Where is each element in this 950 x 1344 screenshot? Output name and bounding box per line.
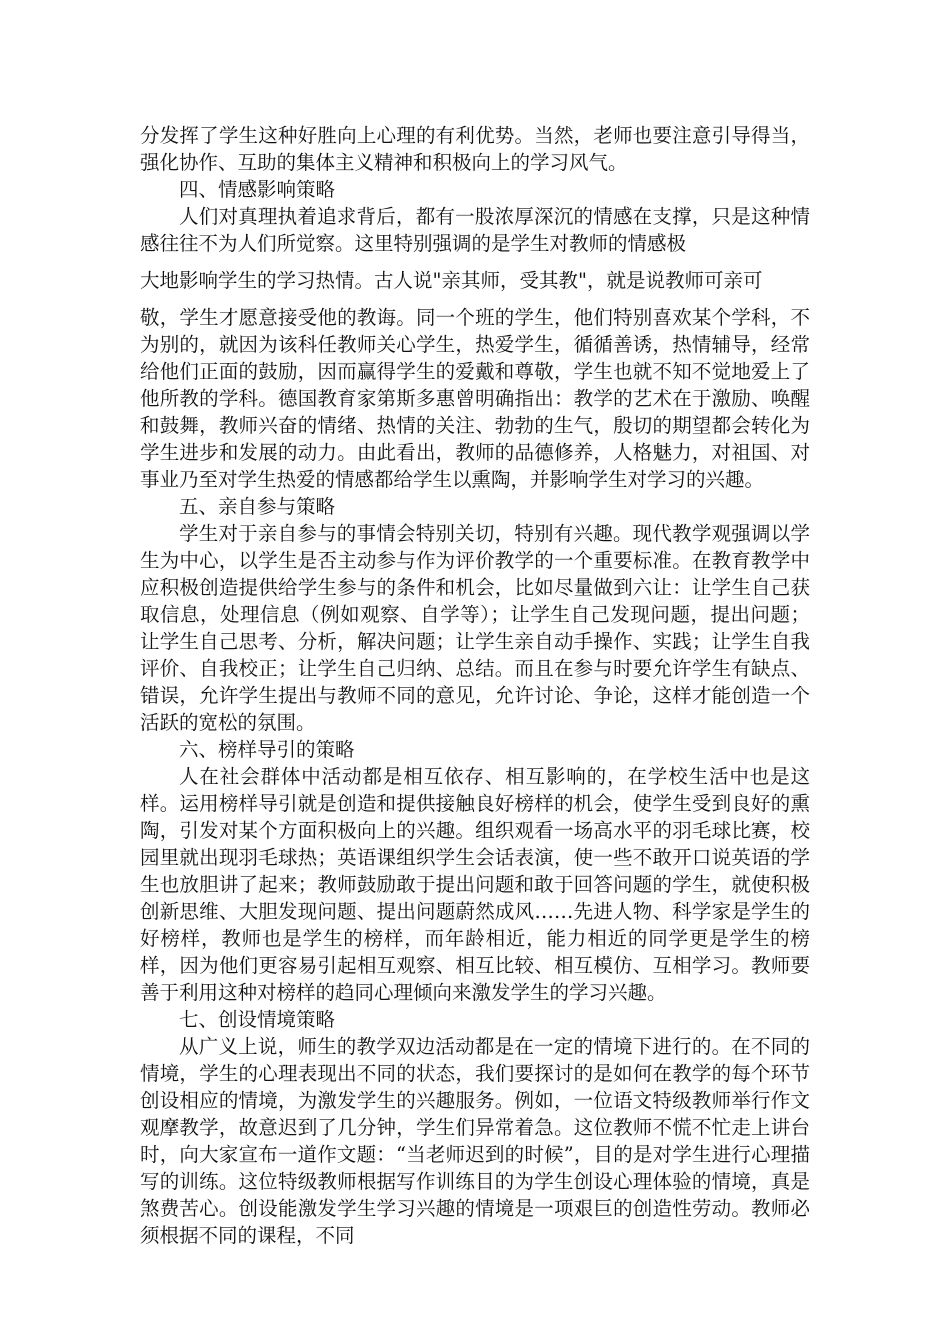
section-heading-emotion: 四、情感影响策略 [179,178,336,201]
paragraph-intro-continuation: 分发挥了学生这种好胜向上心理的有利优势。当然，老师也要注意引导得当，强化协作、互助的集体主义精神和积极向上的学习风气。 [140,124,810,174]
section-heading-situation: 七、创设情境策略 [179,1008,336,1031]
document-page [140,122,810,1249]
paragraph-situation: 从广义上说，师生的教学双边活动都是在一定的情境下进行的。在不同的情境，学生的心理表现出不同的状态，我们要探讨的是如何在教学的每个环节创设相应的情境，为激发学生的兴趣服务。例如，一位语文特级教师举行作文观摩教学，故意迟到了几分钟，学生们异常着急。这位教师不慌不忙走上讲台时，向大家宣布一道作文题：“当老师迟到的时候”，目的是对学生进行心理描写的训练。这位特级教师根据写作训练目的为学生创设心理体验的情境，真是煞费苦心。创设能激发学生学习兴趣的情境是一项艰巨的创造性劳动。教师必须根据不同的课程，不同 [140,1035,810,1247]
paragraph-emotion-part3: 敬，学生才愿意接受他的教诲。同一个班的学生，他们特别喜欢某个学科，不为别的，就因为该科任教师关心学生，热爱学生，循循善诱，热情辅导，经常给他们正面的鼓励，因而赢得学生的爱戴和尊敬，学生也就不知不觉地爱上了他所教的学科。德国教育家第斯多惠曾明确指出：教学的艺术在于激励、唤醒和鼓舞，教师兴奋的情绪、热情的关注、勃勃的生气，殷切的期望都会转化为学生进步和发展的动力。由此看出，教师的品德修养，人格魅力，对祖国、对事业乃至对学生热爱的情感都给学生以熏陶，并影响学生对学习的兴趣。 [140,306,810,491]
paragraph-emotion-part1: 人们对真理执着追求背后，都有一股浓厚深沉的情感在支撑，只是这种情感往往不为人们所觉察。这里特别强调的是学生对教师的情感极 [140,205,810,255]
paragraph-participation: 学生对于亲自参与的事情会特别关切，特别有兴趣。现代教学观强调以学生为中心，以学生是否主动参与作为评价教学的一个重要标准。在教育教学中应积极创造提供给学生参与的条件和机会，比如尽量做到六让：让学生自己获取信息，处理信息（例如观察、自学等）；让学生自己发现问题，提出问题；让学生自己思考、分析，解决问题；让学生亲自动手操作、实践；让学生自我评价、自我校正；让学生自己归纳、总结。而且在参与时要允许学生有缺点、错误，允许学生提出与教师不同的意见，允许讨论、争论，这样才能创造一个活跃的宽松的氛围。 [140,522,810,734]
paragraph-role-model: 人在社会群体中活动都是相互依存、相互影响的，在学校生活中也是这样。运用榜样导引就是创造和提供接触良好榜样的机会，使学生受到良好的熏陶，引发对某个方面积极向上的兴趣。组织观看一场高水平的羽毛球比赛，校园里就出现羽毛球热；英语课组织学生会话表演，使一些不敢开口说英语的学生也放胆讲了起来；教师鼓励敢于提出问题和敢于回答问题的学生，就使积极创新思维、大胆发现问题、提出问题蔚然成风……先进人物、科学家是学生的好榜样，教师也是学生的榜样，而年龄相近，能力相近的同学更是学生的榜样，因为他们更容易引起相互观察、相互比较、相互模仿、互相学习。教师要善于利用这种对榜样的趋同心理倾向来激发学生的学习兴趣。 [140,765,810,1004]
paragraph-emotion-part2: 大地影响学生的学习热情。古人说"亲其师，受其教"，就是说教师可亲可 [140,269,763,292]
section-heading-role-model: 六、榜样导引的策略 [179,738,355,761]
section-heading-participation: 五、亲自参与策略 [179,495,336,518]
